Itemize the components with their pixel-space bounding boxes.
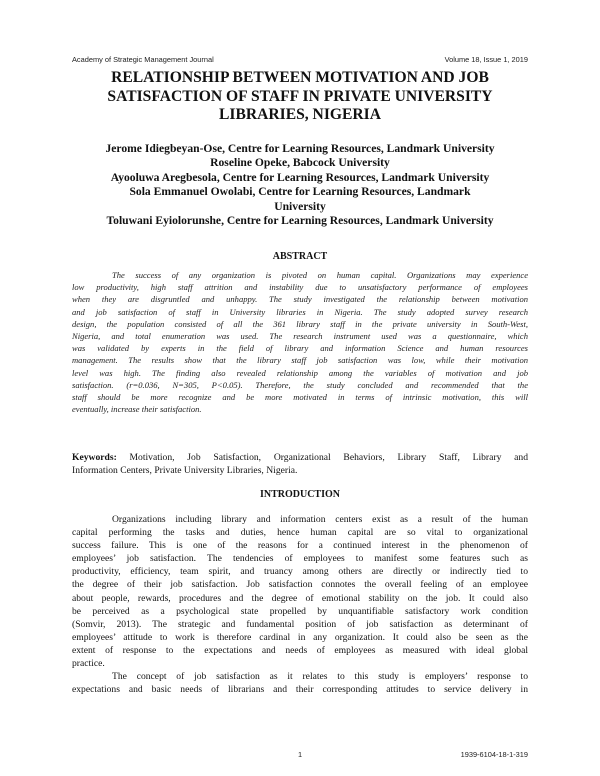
- body-line: be perceived as a psychological state propelled by unquantifiable satisfactory work condition: [72, 605, 528, 617]
- body-line: about people, rewards, procedures and the degree of emotional stability on the job. It could also: [72, 592, 528, 604]
- author-line: Toluwani Eyiolorunshe, Centre for Learning Resources, Landmark University: [106, 214, 494, 228]
- abstract-heading: ABSTRACT: [272, 251, 328, 262]
- body-line: productivity, efficiency, team spirit, and truancy among others are directly or indirectly tied to: [72, 566, 528, 578]
- author-line: Roseline Opeke, Babcock University: [210, 156, 390, 170]
- body-line: Organizations including library and information centers exist as a result of the human: [112, 514, 528, 525]
- body-line: success failure. This is one of the reasons for a continued interest in the phenomenon of: [72, 540, 528, 552]
- author-list: [72, 142, 528, 228]
- author-line: University: [274, 199, 326, 213]
- keywords-text: Motivation, Job Satisfaction, Organizational Behaviors, Library Staff, Library and: [116, 452, 528, 463]
- body-line: the degree of their job satisfaction. Job satisfaction connotes the overall feeling of an employee: [72, 579, 528, 591]
- abstract-text: [72, 269, 528, 415]
- abstract-line: staff should be more recognize and be more motivated in terms of intrinsic motivation, this will: [72, 392, 528, 403]
- abstract-line: low productivity, high staff attrition and instability due to unsatisfactory performance of employees: [72, 282, 528, 293]
- author-line: Jerome Idiegbeyan-Ose, Centre for Learning Resources, Landmark University: [105, 142, 495, 155]
- body-line: extent of response to the expectations and needs of employees as measured with ideal global: [72, 644, 528, 656]
- introduction-heading: INTRODUCTION: [259, 489, 340, 500]
- body-line: employees’ attitude to work is therefore cardinal in any organization. It could also be seen as the: [72, 631, 528, 643]
- title-line: LIBRARIES, NIGERIA: [218, 106, 382, 123]
- body-line: The concept of job satisfaction as it relates to this study is employers’ response to: [112, 671, 528, 683]
- keywords-line: [72, 451, 528, 464]
- page-number: 1: [297, 750, 303, 759]
- abstract-line: was validated by experts in the field of library and information Science and human resources: [72, 343, 528, 354]
- body-line: capital performing the tasks and duties, hence human capital are so vital to organizational: [72, 527, 528, 539]
- keywords-line: Information Centers, Private University Libraries, Nigeria.: [72, 465, 298, 476]
- abstract-line: eventually, increase their satisfaction.: [72, 404, 202, 415]
- abstract-line: Nigeria, and total enumeration was used. The research instrument used was a questionnaire, which: [72, 331, 528, 342]
- volume-issue: Volume 18, Issue 1, 2019: [444, 55, 528, 64]
- author-line: Ayooluwa Aregbesola, Centre for Learning Resources, Landmark University: [110, 170, 490, 184]
- abstract-line: level was high. The finding also revealed relationship among the variables of motivation and job: [72, 367, 528, 378]
- abstract-line: management. The results show that the library staff job satisfaction was low, while their motivation: [72, 355, 528, 366]
- body-line: expectations and basic needs of librarians and their corresponding attitudes to service delivery in: [72, 684, 528, 696]
- abstract-line: and job satisfaction of staff in University libraries in Nigeria. The study adopted survey research: [72, 306, 528, 317]
- abstract-line: satisfaction. (r=0.036, N=305, P<0.05). Therefore, the study concluded and recommended that the: [72, 379, 528, 390]
- body-line: employees’ job satisfaction. The tendencies of employees to manifest some features such as: [72, 553, 528, 565]
- abstract-line: when they are disgruntled and unhappy. The study investigated the relationship between motivation: [72, 294, 528, 305]
- title-line: SATISFACTION OF STAFF IN PRIVATE UNIVERSITY: [107, 87, 493, 105]
- abstract-line: design, the population consisted of all the 361 library staff in the private university in South-West,: [72, 318, 528, 329]
- title-line: RELATIONSHIP BETWEEN MOTIVATION AND JOB: [111, 69, 489, 86]
- journal-name: Academy of Strategic Management Journal: [72, 55, 214, 64]
- keywords: [72, 451, 528, 477]
- author-line: Sola Emmanuel Owolabi, Centre for Learning Resources, Landmark: [129, 185, 471, 199]
- introduction-body: [72, 513, 528, 696]
- paper-title: [72, 69, 528, 125]
- keywords-label: Keywords:: [72, 452, 117, 463]
- body-line: (Somvir, 2013). The strategic and fundamental position of job satisfaction as determinant of: [72, 618, 528, 630]
- abstract-line: The success of any organization is pivoted on human capital. Organizations may experience: [112, 270, 528, 280]
- body-line: practice.: [72, 658, 105, 670]
- article-id: 1939-6104-18-1-319: [460, 750, 528, 759]
